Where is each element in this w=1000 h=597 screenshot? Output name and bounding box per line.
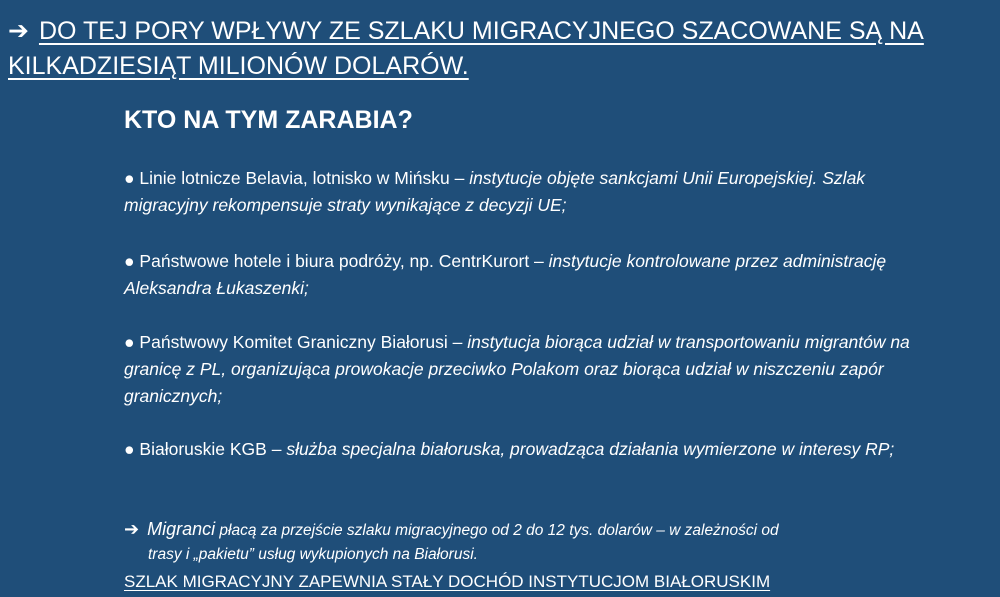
section-heading: KTO NA TYM ZARABIA?	[124, 106, 413, 134]
migrants-note	[124, 517, 944, 567]
list-item-description: służba specjalna białoruska, prowadząca działania wymierzone w interesy RP;	[286, 439, 895, 459]
headline	[8, 14, 988, 84]
list-item	[124, 248, 944, 302]
list-item	[124, 329, 944, 410]
list-item-description: instytucje objęte sankcjami Unii Europejskiej. Szlak migracyjny rekompensuje straty wynikające z decyzji UE;	[124, 168, 866, 215]
list-item-description: instytucje kontrolowane przez administrację Aleksandra Łukaszenki;	[124, 251, 887, 298]
arrow-right-icon: ➔	[124, 519, 140, 539]
note-lead: Migranci	[147, 519, 216, 539]
list-item-description: instytucja biorąca udział w transportowaniu migrantów na granicę z PL, organizująca prowokacje przeciwko Polakom oraz biorąca udział w niszczeniu zapór granicznych;	[124, 332, 910, 406]
footer-summary: SZLAK MIGRACYJNY ZAPEWNIA STAŁY DOCHÓD INSTYTUCJOM BIAŁORUSKIM	[124, 572, 771, 591]
list-item	[124, 436, 944, 463]
headline-text: DO TEJ PORY WPŁYWY ZE SZLAKU MIGRACYJNEGO SZACOWANE SĄ NA KILKADZIESIĄT MILIONÓW DOLARÓW.	[8, 17, 924, 80]
note-line-2: trasy i „pakietu” usług wykupionych na Białorusi.	[148, 546, 478, 563]
list-item	[124, 165, 944, 219]
arrow-right-icon: ➔	[8, 17, 29, 45]
list-item-label: ● Linie lotnicze Belavia, lotnisko w Mińsku –	[124, 168, 470, 188]
list-item-label: ● Białoruskie KGB –	[124, 439, 287, 459]
list-item-label: ● Państwowy Komitet Graniczny Białorusi –	[124, 332, 468, 352]
note-line-1: płacą za przejście szlaku migracyjnego od 2 do 12 tys. dolarów – w zależności od	[215, 522, 779, 539]
list-item-label: ● Państwowe hotele i biura podróży, np. CentrKurort –	[124, 251, 549, 271]
